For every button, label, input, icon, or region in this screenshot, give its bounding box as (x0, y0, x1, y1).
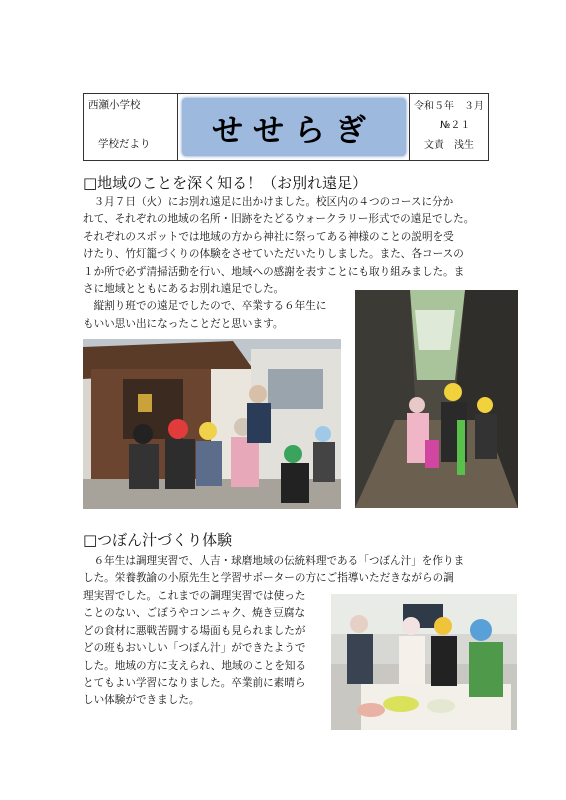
text-line: それぞれのスポットでは地域の方から神社に祭ってある神様のことの説明を受 (83, 230, 454, 243)
header-school-cell (84, 94, 178, 160)
text-line: ことのない、ごぼうやコンニャク、焼き豆腐な (83, 607, 306, 620)
text-line: １か所で必ず清掃活動を行い、地域への感謝を表すことにも取り組みました。ま (83, 265, 465, 278)
photo-gorge-walk (355, 290, 518, 508)
section2-intro (83, 553, 503, 588)
photo-cooking-class (331, 594, 517, 730)
photo-shrine-visit (83, 339, 341, 509)
text-line: 理実習でした。これまでの調理実習では使った (83, 590, 306, 602)
text-line: もいい思い出になったことだと思います。 (83, 317, 284, 330)
text-line: とてもよい学習になりました。卒業前に素晴ら (83, 677, 306, 690)
text-line: した。地域の方に支えられ、地域のことを知る (83, 659, 307, 672)
school-name: 西瀬小学校 (88, 99, 141, 111)
text-line: 縦割り班での遠足でしたので、卒業する６年生に (83, 300, 327, 313)
text-line: どの食材に悪戦苦闘する場面も見られましたが (83, 624, 306, 637)
text-line: けたり、竹灯籠づくりの体験をさせていただいたりしました。また、各コースの (83, 248, 464, 261)
text-line: れて、それぞれの地域の名所・旧跡をたどるウォークラリー形式での遠足でした。 (83, 213, 475, 226)
text-line: さに地域とともにあるお別れ遠足でした。 (83, 283, 285, 296)
author: 文責 浅生 (424, 140, 474, 151)
newsletter-title: せせらぎ (212, 112, 376, 149)
header-info-cell (409, 94, 489, 160)
section2-paragraph (83, 588, 328, 710)
issue-number: №２１ (440, 120, 471, 131)
text-line: ６年生は調理実習で、人吉・球磨地域の伝統料理である「つぼん汁」を作りま (83, 555, 465, 567)
text-line: どの班もおいしい「つぼん汁」ができたようで (83, 642, 306, 655)
section-heading-tsubonjiru: □つぼん汁づくり体験 (83, 531, 233, 549)
issue-date: 令和５年 ３月 (414, 101, 484, 112)
title-banner (182, 98, 406, 156)
text-line: ３月７日（火）にお別れ遠足に出かけました。校区内の４つのコースに分か (83, 196, 454, 208)
section-heading-farewell-excursion: □地域のことを深く知る！（お別れ遠足） (83, 174, 368, 192)
letter-label: 学校だより (98, 138, 151, 150)
text-line: した。栄養教諭の小原先生と学習サポーターの方にご指導いただきながらの調 (83, 572, 454, 585)
newsletter-header (83, 93, 489, 161)
text-line: しい体験ができました。 (83, 694, 200, 707)
